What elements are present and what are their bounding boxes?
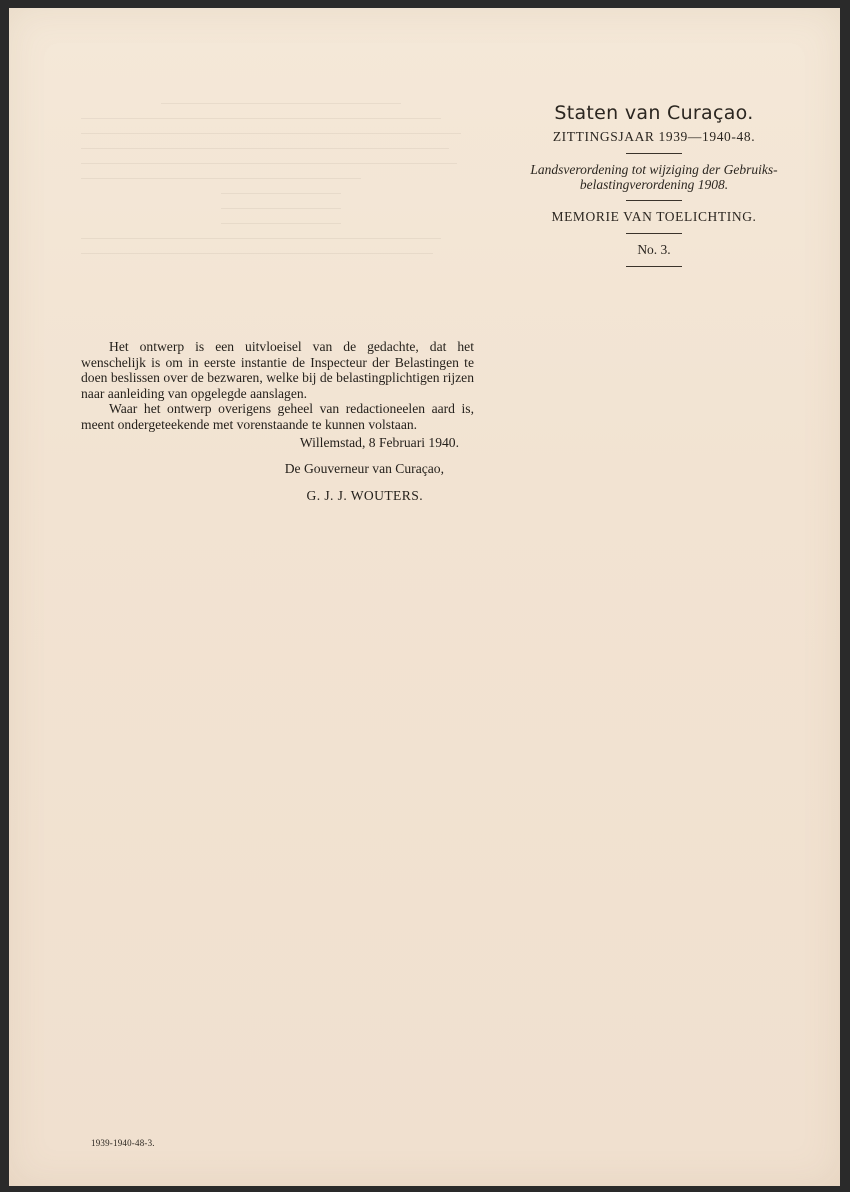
signatory-name: G. J. J. WOUTERS. (306, 487, 423, 503)
header-divider (626, 266, 682, 267)
document-code: 1939-1940-48-3. (91, 1138, 155, 1148)
explanatory-text (81, 339, 474, 503)
document-page (9, 8, 840, 1186)
header-divider (626, 153, 682, 154)
document-type: MEMORIE VAN TOELICHTING. (551, 209, 757, 224)
paragraph: Het ontwerp is een uitvloeisel van de gedachte, dat het wenschelijk is om in eerste instantie de Inspecteur der Belastingen te doen beslissen over de bezwaren, welke bij de belastingplichtigen rijzen naar aanleiding van opgelegde aanslagen. (81, 339, 474, 401)
header-divider (626, 233, 682, 234)
document-number: No. 3. (637, 242, 671, 257)
ordinance-subject: Landsverordening tot wijziging der Gebruiks-belastingverordening 1908. (530, 162, 778, 192)
document-header (499, 100, 809, 275)
bleed-through-texture (81, 103, 481, 1003)
place-date: Willemstad, 8 Februari 1940. (299, 434, 459, 450)
header-divider (626, 200, 682, 201)
signatory-role: De Gouverneur van Curaçao, (284, 461, 444, 477)
session-year: ZITTINGSJAAR 1939—1940-48. (552, 129, 756, 144)
paragraph: Waar het ontwerp overigens geheel van redactioneelen aard is, meent ondergeteekende met vorenstaande te kunnen volstaan. (81, 401, 474, 432)
document-title: Staten van Curaçao. (554, 102, 754, 124)
